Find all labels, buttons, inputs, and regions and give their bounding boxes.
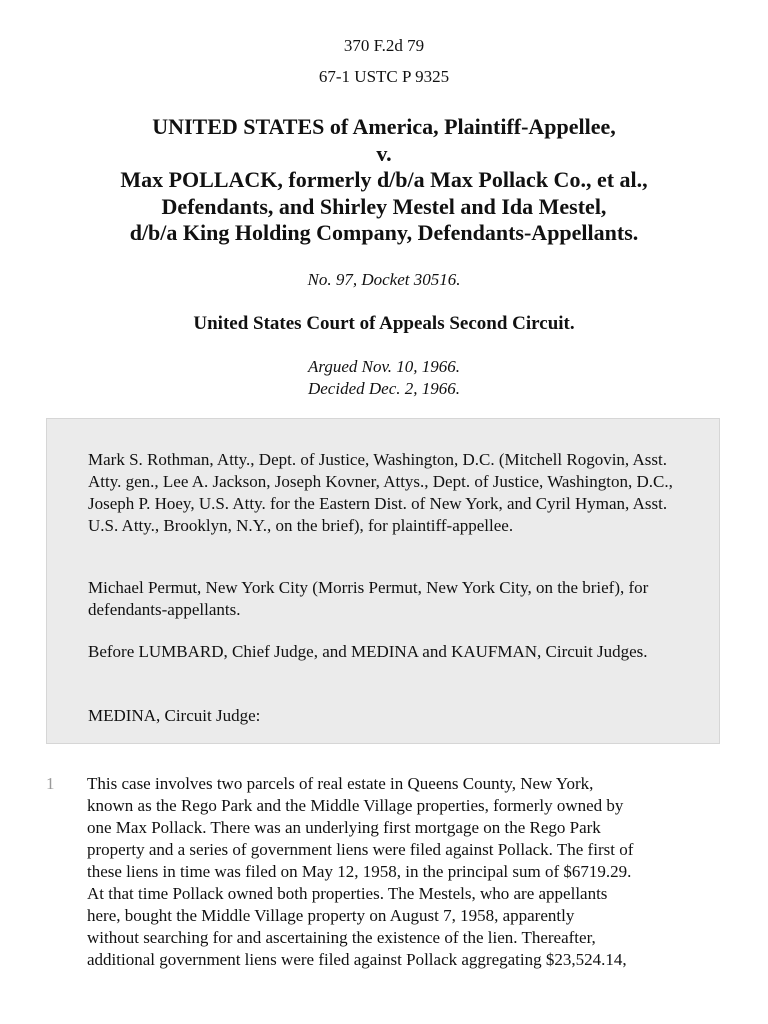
decided-date: Decided Dec. 2, 1966.: [307, 379, 460, 398]
paragraph-line: one Max Pollack. There was an underlying first mortgage on the Rego Park: [87, 818, 601, 837]
docket-number: No. 97, Docket 30516.: [307, 270, 461, 289]
paragraph-line: At that time Pollack owned both properties. The Mestels, who are appellants: [87, 884, 608, 903]
paragraph-line: known as the Rego Park and the Middle Village properties, formerly owned by: [87, 796, 624, 815]
appellee-counsel: Mark S. Rothman, Atty., Dept. of Justice, Washington, D.C. (Mitchell Rogovin, Asst. Atty. gen., Lee A. Jackson, Joseph Kovner, Attys., Dept. of Justice, Washington, D.C., Joseph P. Hoey, U.S. Atty. for the Eastern Dist. of New York, and Cyril Hyman, Asst. U.S. Atty., Brooklyn, N.Y., on the brief), for plaintiff-appellee.: [88, 450, 673, 535]
paragraph-line: property and a series of government liens were filed against Pollack. The first of: [87, 840, 634, 859]
caption-line: UNITED STATES of America, Plaintiff-Appellee,: [152, 114, 616, 139]
court-name: United States Court of Appeals Second Circuit.: [193, 313, 575, 334]
paragraph-number: 1: [46, 774, 55, 793]
paragraph-line: without searching for and ascertaining the existence of the lien. Thereafter,: [87, 928, 596, 947]
paragraph-line: This case involves two parcels of real estate in Queens County, New York,: [87, 774, 594, 793]
caption-line: v.: [376, 140, 392, 166]
caption-line: d/b/a King Holding Company, Defendants-Appellants.: [129, 220, 639, 245]
paragraph-line: additional government liens were filed against Pollack aggregating $23,524.14,: [87, 950, 627, 969]
case-caption: [0, 114, 768, 247]
paragraph-line: here, bought the Middle Village property on August 7, 1958, apparently: [87, 906, 575, 925]
opinion-author: MEDINA, Circuit Judge:: [88, 706, 261, 725]
counsel-panel: [46, 418, 720, 744]
argued-date: Argued Nov. 10, 1966.: [307, 357, 461, 376]
reporter-citation: 370 F.2d 79: [343, 36, 425, 55]
appellants-counsel: Michael Permut, New York City (Morris Permut, New York City, on the brief), for defendants-appellants.: [88, 578, 649, 619]
case-dates: [0, 356, 768, 400]
paragraph-text: [87, 773, 737, 971]
paragraph-line: these liens in time was filed on May 12, 1958, in the principal sum of $6719.29.: [87, 862, 632, 881]
caption-line: Max POLLACK, formerly d/b/a Max Pollack Co., et al.,: [120, 167, 648, 192]
caption-line: Defendants, and Shirley Mestel and Ida Mestel,: [161, 193, 607, 219]
tax-citation: 67-1 USTC P 9325: [318, 67, 450, 86]
judges-panel: Before LUMBARD, Chief Judge, and MEDINA and KAUFMAN, Circuit Judges.: [88, 642, 648, 661]
